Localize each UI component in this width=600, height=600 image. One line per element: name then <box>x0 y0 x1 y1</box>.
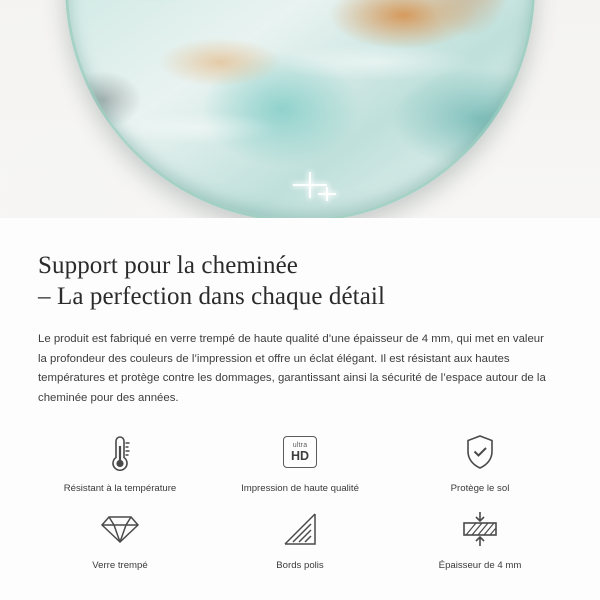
feature-label: Résistant à la température <box>63 483 177 494</box>
text-content <box>0 218 600 408</box>
diamond-icon <box>100 507 140 551</box>
description-paragraph: Le produit est fabriqué en verre trempé de haute qualité d’une épaisseur de 4 mm, qui met en valeur la profondeur des couleurs de l’impression et offre un éclat élégant. Il est résistant aux hautes températures et protège contre les dommages, garantissant ainsi la sécurité de l’espace autour de la cheminée pour des années. <box>38 333 546 404</box>
glass-edge <box>65 0 535 218</box>
feature-item-polished-edges <box>210 507 390 572</box>
feature-label: Épaisseur de 4 mm <box>438 560 522 571</box>
round-glass-panel-image <box>65 0 535 218</box>
feature-item-tempered-glass <box>30 507 210 572</box>
feature-item-print-quality <box>210 430 390 495</box>
thickness-arrows-icon <box>460 507 500 551</box>
shield-check-icon <box>463 430 497 474</box>
feature-label: Bords polis <box>276 560 324 571</box>
feature-label: Impression de haute qualité <box>241 483 359 494</box>
ultra-hd-top-label: ultra <box>292 441 308 449</box>
hero-image <box>0 0 600 218</box>
headline-line-2: – La perfection dans chaque détail <box>38 283 385 310</box>
thermometer-icon <box>105 430 135 474</box>
ultra-hd-icon <box>283 430 317 474</box>
feature-item-temperature <box>30 430 210 495</box>
feature-grid <box>0 408 600 572</box>
ultra-hd-bottom-label: HD <box>290 448 310 463</box>
headline-line-1: Support pour la cheminée <box>38 252 298 279</box>
feature-label: Protège le sol <box>450 483 510 494</box>
page-title <box>38 250 562 312</box>
feature-item-floor-protection <box>390 430 570 495</box>
feature-item-thickness <box>390 507 570 572</box>
polished-edges-icon <box>283 507 317 551</box>
feature-label: Verre trempé <box>92 560 148 571</box>
